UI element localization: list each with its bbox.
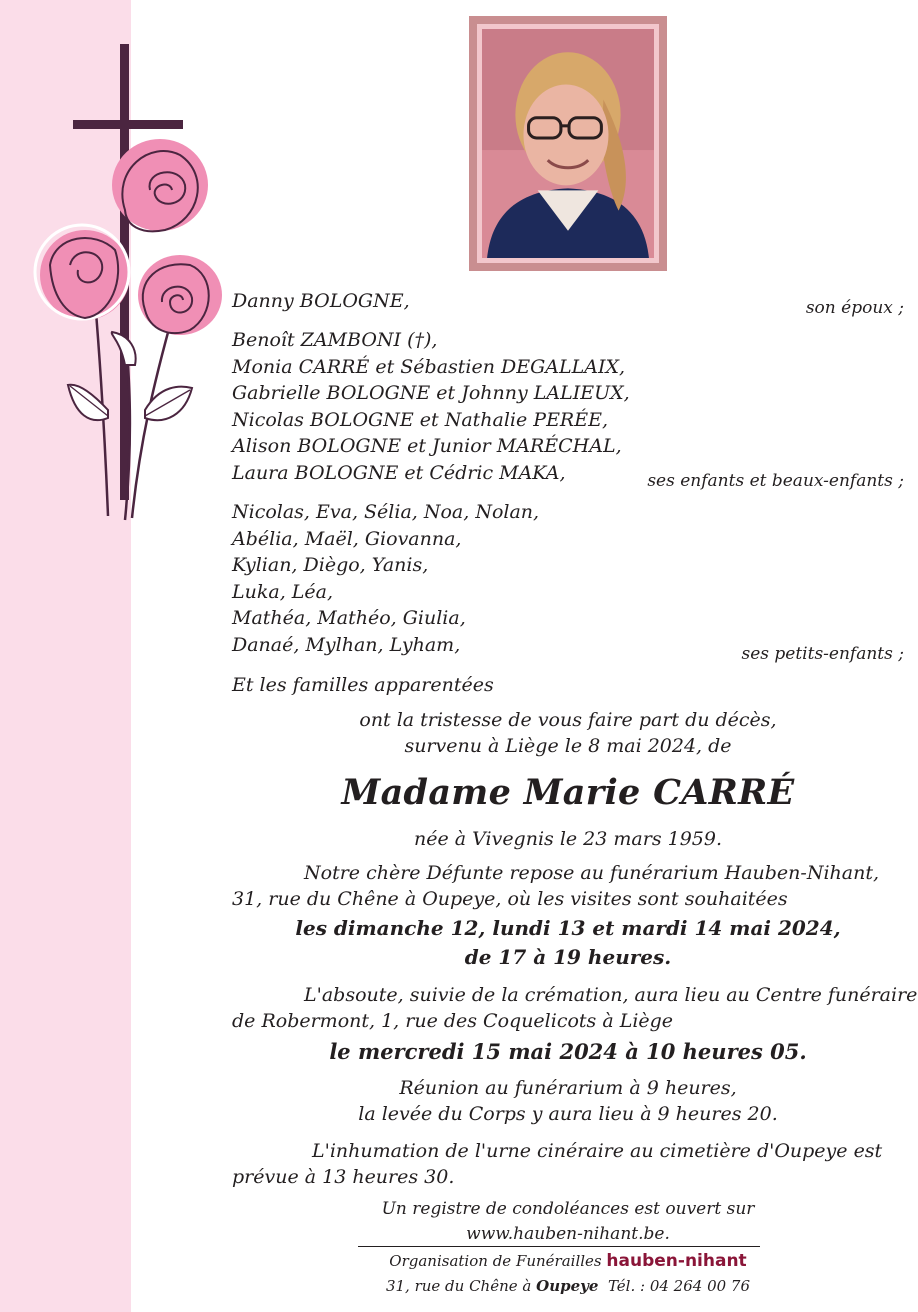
condolences-website[interactable]: www.hauben-nihant.be.	[466, 1224, 670, 1244]
child-line: Laura BOLOGNE et Cédric MAKA,	[232, 461, 566, 484]
ceremony-datetime: le mercredi 15 mai 2024 à 10 heures 05.	[329, 1039, 807, 1064]
meeting-line: Réunion au funérarium à 9 heures,	[399, 1077, 737, 1099]
footer-org	[232, 1251, 904, 1271]
announcement-line: ont la tristesse de vous faire part du décès,	[359, 709, 777, 731]
visitation-hours: de 17 à 19 heures.	[464, 945, 672, 969]
phone: Tél. : 04 264 00 76	[607, 1277, 751, 1295]
brand-logo: hauben-nihant	[606, 1251, 747, 1271]
meeting-line: la levée du Corps y aura lieu à 9 heures 20.	[358, 1103, 778, 1125]
spouse-name: Danny BOLOGNE,	[232, 290, 410, 312]
grandchild-line: Nicolas, Eva, Sélia, Noa, Nolan,	[232, 501, 540, 523]
grandchild-line: Mathéa, Mathéo, Giulia,	[232, 607, 466, 629]
burial-paragraph	[232, 1138, 908, 1190]
cross-and-roses-icon	[30, 40, 230, 525]
relatives-line: Et les familles apparentées	[232, 674, 494, 696]
deceased-name: Madame Marie CARRÉ	[341, 772, 795, 813]
address-prefix: 31, rue du Chêne à	[385, 1277, 532, 1295]
spouse-role: son époux ;	[805, 298, 904, 318]
portrait-frame	[469, 16, 667, 271]
children-role: ses enfants et beaux-enfants ;	[647, 471, 904, 491]
visitation-dates: les dimanche 12, lundi 13 et mardi 14 mai 2024,	[295, 916, 841, 940]
portrait-photo	[482, 29, 654, 258]
child-line: Benoît ZAMBONI (†),	[232, 329, 438, 351]
footer-address	[232, 1277, 904, 1295]
ceremony-paragraph	[232, 982, 918, 1034]
org-label: Organisation de Funérailles	[389, 1252, 602, 1270]
birth-line: née à Vivegnis le 23 mars 1959.	[413, 828, 723, 850]
child-line: Nicolas BOLOGNE et Nathalie PERÉE,	[232, 408, 609, 431]
child-line: Alison BOLOGNE et Junior MARÉCHAL,	[232, 435, 622, 457]
grandchild-line: Abélia, Maël, Giovanna,	[232, 527, 462, 550]
condolences-line: Un registre de condoléances est ouvert sur	[381, 1199, 755, 1219]
visitation-line: Notre chère Défunte repose au funérarium Hauben-Nihant,	[304, 862, 880, 884]
child-line: Gabrielle BOLOGNE et Johnny LALIEUX,	[232, 382, 630, 404]
ceremony-line: L'absoute, suivie de la crémation, aura lieu au Centre funéraire	[304, 984, 918, 1006]
address-town: Oupeye	[536, 1277, 599, 1295]
child-line: Monia CARRÉ et Sébastien DEGALLAIX,	[232, 355, 626, 378]
grandchildren-role: ses petits-enfants ;	[741, 644, 904, 664]
footer-divider	[358, 1246, 760, 1247]
burial-line: L'inhumation de l'urne cinéraire au cimetière d'Oupeye est	[312, 1140, 883, 1162]
announcement-line: survenu à Liège le 8 mai 2024, de	[404, 735, 732, 757]
ceremony-line: de Robermont, 1, rue des Coquelicots à Liège	[232, 1010, 674, 1032]
visitation-line: 31, rue du Chêne à Oupeye, où les visites sont souhaitées	[232, 888, 788, 910]
grandchild-line: Kylian, Diègo, Yanis,	[232, 554, 429, 576]
burial-line: prévue à 13 heures 30.	[232, 1166, 455, 1188]
grandchild-line: Luka, Léa,	[232, 580, 334, 603]
grandchild-line: Danaé, Mylhan, Lyham,	[232, 633, 461, 656]
visitation-paragraph	[232, 860, 908, 912]
